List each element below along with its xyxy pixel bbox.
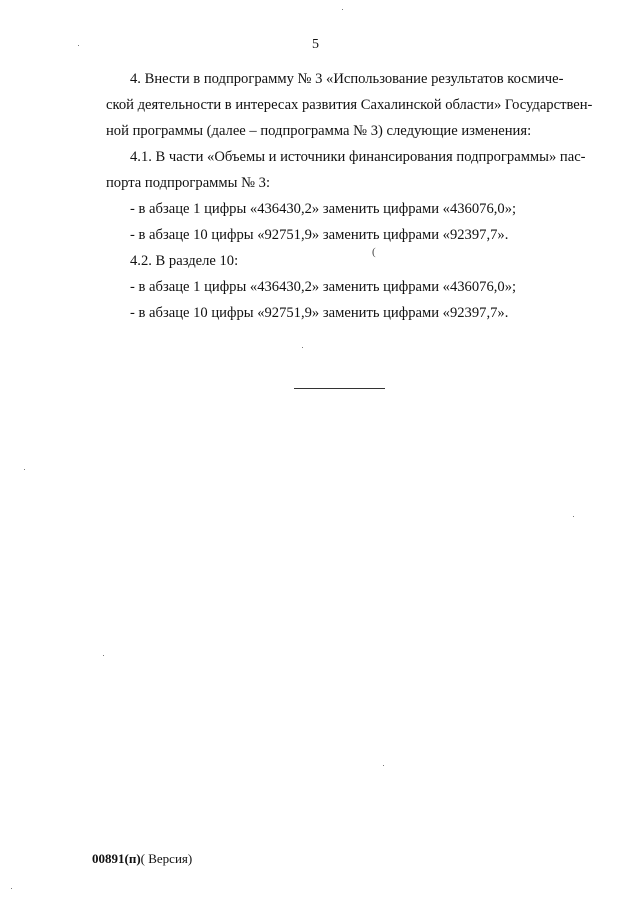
paragraph-4	[106, 66, 593, 144]
footer-version: ( Версия)	[140, 851, 193, 866]
scan-speck	[103, 655, 104, 656]
paragraph-4-1-line-2: порта подпрограммы № 3:	[106, 175, 271, 191]
footer-document-code: 00891(п)	[92, 851, 141, 866]
page-number: 5	[312, 37, 319, 52]
paragraph-4-1	[106, 144, 586, 248]
paragraph-4-line-1: 4. Внести в подпрограмму № 3 «Использование результатов космиче-	[130, 71, 564, 87]
scan-speck	[78, 45, 79, 46]
list-item: - в абзаце 1 цифры «436430,2» заменить цифрами «436076,0»;	[130, 201, 517, 217]
paragraph-4-2-heading: 4.2. В разделе 10:	[130, 253, 239, 269]
separator-line	[294, 388, 385, 389]
scan-speck	[342, 9, 343, 10]
scan-speck	[383, 765, 384, 766]
scan-speck	[302, 347, 303, 348]
list-item: - в абзаце 10 цифры «92751,9» заменить цифрами «92397,7».	[130, 227, 509, 243]
paragraph-4-line-3: ной программы (далее – подпрограмма № 3) следующие изменения:	[106, 123, 532, 139]
footer	[92, 851, 192, 867]
paragraph-4-line-2: ской деятельности в интересах развития Сахалинской области» Государствен-	[106, 97, 593, 113]
scan-speck	[573, 516, 574, 517]
paragraph-4-1-line-1: 4.1. В части «Объемы и источники финансирования подпрограммы» пас-	[130, 149, 586, 165]
scan-mark: (	[372, 246, 376, 258]
list-item: - в абзаце 1 цифры «436430,2» заменить цифрами «436076,0»;	[130, 279, 517, 295]
list-item: - в абзаце 10 цифры «92751,9» заменить цифрами «92397,7».	[130, 305, 509, 321]
scan-speck	[11, 888, 12, 889]
paragraph-4-2	[106, 248, 530, 326]
scan-speck	[24, 469, 25, 470]
